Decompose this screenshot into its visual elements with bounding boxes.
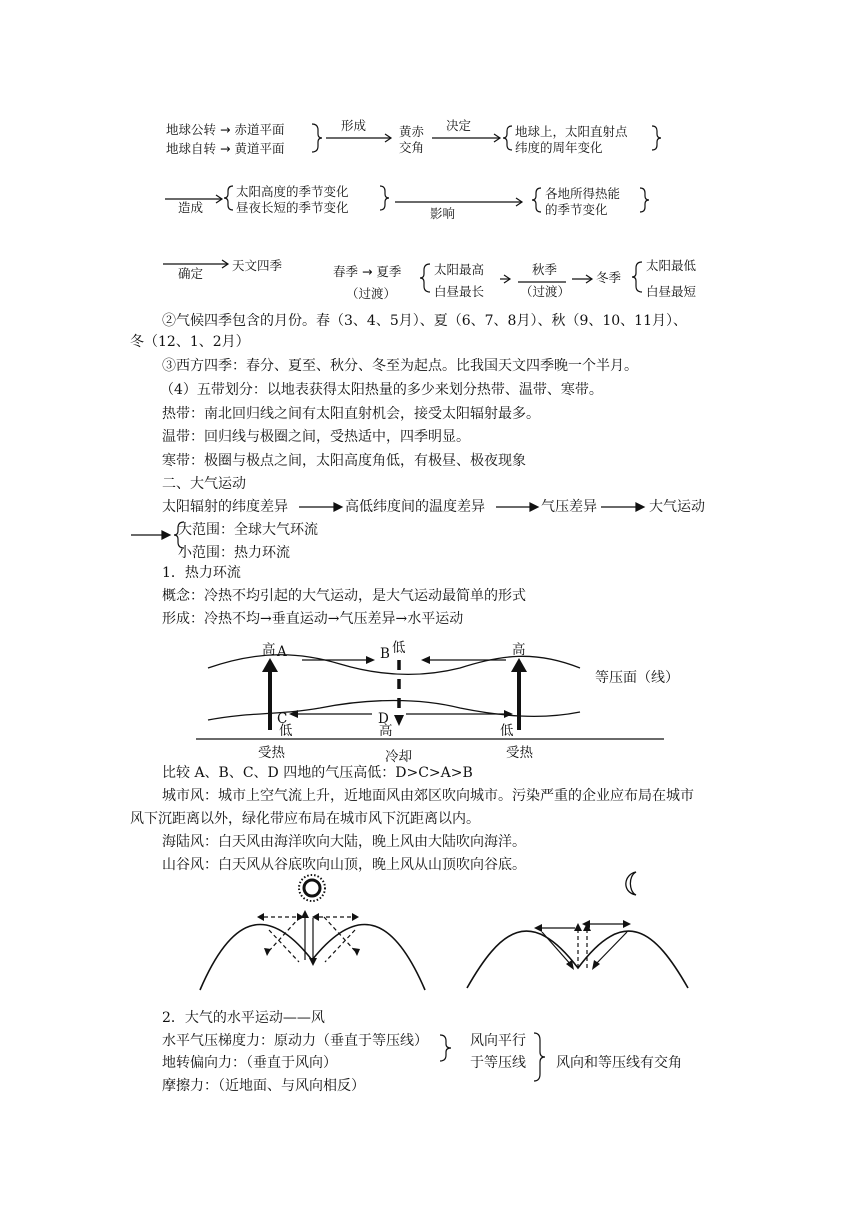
para-frigid: 寒带：极圈与极点之间，太阳高度角低，有极昼、极夜现象 (162, 453, 526, 469)
flow-determine-label: 确定 (178, 266, 204, 281)
heading-thermal-circulation: 1．热力环流 (162, 565, 241, 581)
flow-heat-1: 各地所得热能 (545, 186, 621, 201)
label-high-d: 高 (379, 723, 393, 739)
flow-earth-revolution: 地球公转 → 赤道平面 (166, 122, 285, 137)
flow-effect-1: 地球上，太阳直射点 (515, 124, 628, 139)
para-mountain-valley-breeze: 山谷风：白天风从谷底吹向山顶，晚上风从山顶吹向谷底。 (162, 857, 526, 873)
flow-sun-height: 太阳高度的季节变化 (236, 184, 349, 199)
flow-forms-label: 形成 (341, 118, 367, 133)
para-western-seasons: ③西方四季：春分、夏至、秋分、冬至为起点。比我国天文四季晚一个半月。 (162, 358, 638, 374)
flow-day-shortest: 白昼最短 (646, 284, 697, 299)
label-high-a: 高 (262, 642, 276, 658)
label-heated-left: 受热 (258, 745, 285, 761)
scale-large: 大范围：全球大气环流 (178, 522, 318, 538)
label-low-right: 低 (500, 723, 514, 739)
chain-temperature-difference: 高低纬度间的温度差异 (345, 499, 485, 515)
label-high-right: 高 (512, 642, 526, 658)
flow-astro-seasons: 天文四季 (232, 258, 283, 273)
heading-horizontal-wind: 2．大气的水平运动——风 (162, 1010, 325, 1026)
para-climate-seasons-1: ②气候四季包含的月份。春（3、4、5月）、夏（6、7、8月）、秋（9、10、11月）、 (162, 313, 687, 329)
para-concept: 概念：冷热不均引起的大气运动，是大气运动最简单的形式 (162, 588, 526, 604)
flow-determines-label: 决定 (446, 118, 472, 133)
flow-transition-1: （过渡） (346, 286, 397, 301)
para-five-zones: （4）五带划分：以地表获得太阳热量的多少来划分热带、温带、寒带。 (160, 382, 603, 398)
label-heated-right: 受热 (506, 745, 533, 761)
para-urban-wind-1: 城市风：城市上空气流上升，近地面风由郊区吹向城市。污染严重的企业应布局在城市 (162, 788, 694, 804)
force-coriolis: 地转偏向力：（垂直于风向） (162, 1055, 337, 1071)
label-low-c: 低 (279, 723, 293, 739)
para-tropical: 热带：南北回归线之间有太阳直射机会，接受太阳辐射最多。 (162, 406, 540, 422)
heading-atmosphere: 二、大气运动 (162, 476, 246, 492)
label-d: D (378, 711, 389, 727)
para-compare-pressure: 比较 A、B、C、D 四地的气压高低：D>C>A>B (162, 765, 473, 781)
flow-sun-highest: 太阳最高 (434, 262, 485, 277)
result-parallel-1: 风向平行 (470, 1033, 526, 1049)
label-b: B (380, 646, 390, 662)
scale-small: 小范围：热力环流 (178, 545, 290, 561)
para-sea-land-breeze: 海陆风：白天风由海洋吹向大陆，晚上风由大陆吹向海洋。 (162, 834, 526, 850)
label-c: C (277, 711, 288, 727)
result-parallel-2: 于等压线 (470, 1055, 526, 1071)
flow-obliquity-1: 黄赤 (399, 124, 425, 139)
flow-influence-label: 影响 (430, 206, 456, 221)
flow-daylength: 昼夜长短的季节变化 (236, 200, 349, 215)
flow-autumn: 秋季 (532, 262, 558, 277)
force-pressure-gradient: 水平气压梯度力：原动力（垂直于等压线） (162, 1033, 428, 1049)
chain-pressure-difference: 气压差异 (541, 499, 597, 515)
force-friction: 摩擦力：（近地面、与风向相反） (162, 1078, 365, 1094)
flow-obliquity-2: 交角 (399, 140, 425, 155)
para-temperate: 温带：回归线与极圈之间，受热适中，四季明显。 (162, 429, 470, 445)
flow-causes-label: 造成 (178, 200, 204, 215)
result-angled: 风向和等压线有交角 (556, 1055, 682, 1071)
label-isobar: 等压面（线） (595, 670, 679, 686)
chain-atmospheric-motion: 大气运动 (649, 499, 705, 515)
flow-spring-summer: 春季 → 夏季 (333, 264, 402, 279)
flow-effect-2: 纬度的周年变化 (515, 140, 603, 155)
label-low-b: 低 (392, 640, 406, 656)
chain-solar-difference: 太阳辐射的纬度差异 (162, 499, 288, 515)
flow-transition-2: （过渡） (520, 284, 571, 299)
label-a: A (277, 644, 287, 660)
para-climate-seasons-2: 冬（12、1、2月） (130, 334, 250, 350)
para-urban-wind-2: 风下沉距离以外，绿化带应布局在城市风下沉距离以内。 (130, 811, 480, 827)
flow-earth-rotation: 地球自转 → 黄道平面 (166, 141, 285, 156)
flow-sun-lowest: 太阳最低 (646, 258, 697, 273)
label-cooled: 冷却 (385, 749, 412, 765)
para-formation: 形成：冷热不均→垂直运动→气压差异→水平运动 (162, 611, 464, 627)
flow-day-longest: 白昼最长 (434, 284, 485, 299)
flow-winter: 冬季 (596, 270, 622, 285)
flow-heat-2: 的季节变化 (545, 202, 608, 217)
